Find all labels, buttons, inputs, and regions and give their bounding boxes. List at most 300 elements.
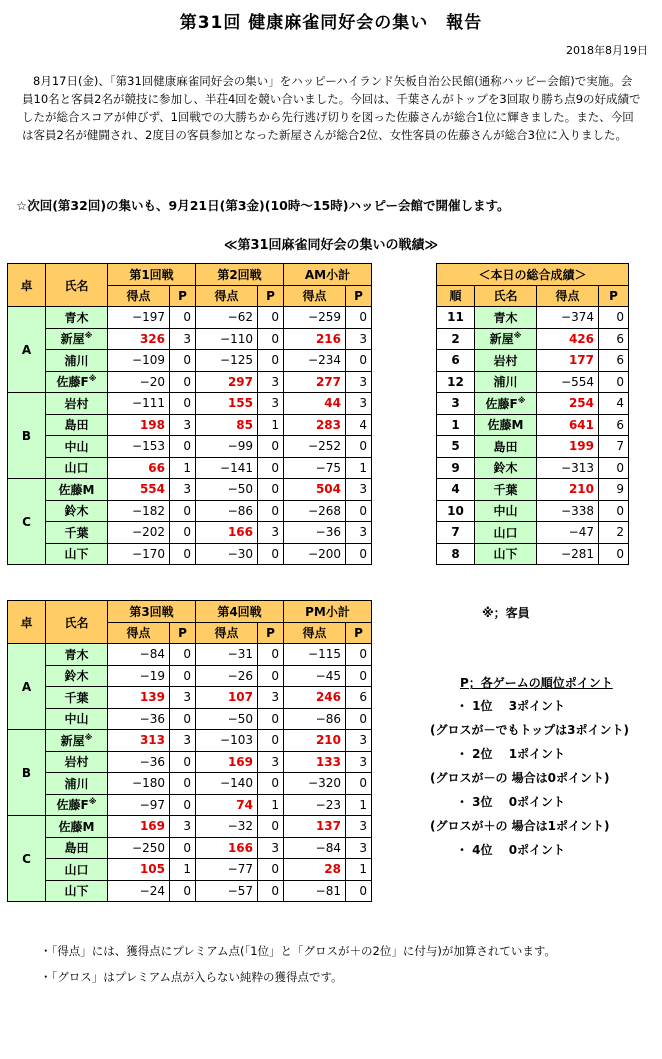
score-cell: 166 [196,837,258,859]
legend-item: ・ 4位 0ポイント [456,843,566,857]
table-row [8,543,372,565]
point-cell: 0 [599,307,629,329]
player-name: 鈴木 [46,500,108,522]
score-cell: −153 [108,436,170,458]
point-cell: 0 [258,644,284,666]
score-cell: −36 [108,708,170,730]
point-cell: 0 [346,665,372,687]
intro-text [22,72,642,144]
score-cell: −99 [196,436,258,458]
point-cell: 0 [170,307,196,329]
player-name: 青木 [475,307,537,329]
player-name: 岩村 [46,751,108,773]
table-row [437,350,629,372]
player-name: 浦川 [46,350,108,372]
point-cell: 3 [346,328,372,350]
score-cell: −50 [196,479,258,501]
score-cell: 210 [284,730,346,752]
col-p: P [170,622,196,644]
score-cell: −338 [537,500,599,522]
table-row [8,837,372,859]
point-cell: 0 [170,350,196,372]
report-date: 2018年8月19日 [566,44,648,57]
player-name: 佐藤M [46,479,108,501]
score-cell: −110 [196,328,258,350]
legend-item: (グロスが－でもトップは3ポイント) [430,723,629,737]
col-score: 得点 [537,285,599,307]
score-cell: 44 [284,393,346,415]
score-cell: 198 [108,414,170,436]
player-name: 鈴木 [475,457,537,479]
rank-cell: 5 [437,436,475,458]
next-meeting-notice: ☆次回(第32回)の集いも、9月21日(第3金)(10時～15時)ハッピー会館で開催します。 [16,198,510,213]
rank-cell: 7 [437,522,475,544]
table-row [437,414,629,436]
point-cell: 3 [346,837,372,859]
legend-title: P；各ゲームの順位ポイント [460,676,613,690]
player-name: 山下 [46,543,108,565]
table-row [8,665,372,687]
player-name: 鈴木 [46,665,108,687]
point-cell: 3 [258,837,284,859]
player-name: 中山 [475,500,537,522]
score-cell: 326 [108,328,170,350]
point-cell: 3 [170,479,196,501]
point-cell: 4 [346,414,372,436]
pm-results-table [7,600,372,902]
table-row [8,687,372,709]
point-cell: 6 [599,414,629,436]
score-cell: −24 [108,880,170,902]
table-row [8,644,372,666]
col-score: 得点 [108,285,170,307]
subheader-row [437,285,629,307]
player-name: 山口 [46,457,108,479]
guest-mark: ※ [88,797,97,807]
col-group-2: 第2回戦 [196,264,284,286]
player-name: 岩村 [46,393,108,415]
score-cell: 166 [196,522,258,544]
header-row [437,264,629,286]
point-cell: 0 [346,543,372,565]
rank-cell: 1 [437,414,475,436]
point-cell: 0 [258,816,284,838]
score-cell: −20 [108,371,170,393]
table-row [437,522,629,544]
point-cell: 0 [258,479,284,501]
score-cell: −554 [537,371,599,393]
point-cell: 0 [599,371,629,393]
point-cell: 0 [258,708,284,730]
point-cell: 0 [170,543,196,565]
player-name: 佐藤M [46,816,108,838]
point-cell: 0 [258,500,284,522]
guest-mark: ※ [84,732,93,742]
score-cell: −374 [537,307,599,329]
table-label: C [8,816,46,902]
header-row [8,264,372,286]
footnote-gross: ・「グロス」はプレミアム点が入らない純粋の獲得点です。 [40,970,343,984]
score-cell: −200 [284,543,346,565]
player-name: 佐藤F※ [46,794,108,816]
table-row [437,457,629,479]
score-cell: −86 [196,500,258,522]
footnotes [40,938,660,990]
point-cell: 3 [170,816,196,838]
point-cell: 0 [170,773,196,795]
point-cell: 0 [258,350,284,372]
point-cell: 1 [346,457,372,479]
score-cell: 85 [196,414,258,436]
point-cell: 6 [346,687,372,709]
score-cell: 28 [284,859,346,881]
col-p: P [346,622,372,644]
player-name: 浦川 [46,773,108,795]
player-name: 島田 [46,837,108,859]
rank-cell: 12 [437,371,475,393]
point-cell: 0 [170,708,196,730]
point-cell: 3 [346,479,372,501]
table-row [437,543,629,565]
table-label: C [8,479,46,565]
rank-cell: 10 [437,500,475,522]
score-cell: 313 [108,730,170,752]
col-score: 得点 [196,622,258,644]
point-cell: 0 [170,371,196,393]
point-cell: 3 [170,730,196,752]
point-cell: 0 [258,730,284,752]
rank-cell: 11 [437,307,475,329]
legend-item: ・ 2位 1ポイント [456,747,566,761]
point-cell: 0 [170,436,196,458]
point-cell: 0 [170,522,196,544]
col-score: 得点 [284,285,346,307]
player-name: 佐藤F※ [475,393,537,415]
col-score: 得点 [108,622,170,644]
point-cell: 3 [346,522,372,544]
point-cell: 1 [346,794,372,816]
score-cell: −47 [537,522,599,544]
table-row [437,307,629,329]
table-row [8,522,372,544]
col-p: P [258,285,284,307]
score-cell: −50 [196,708,258,730]
rank-cell: 8 [437,543,475,565]
point-cell: 3 [170,414,196,436]
point-cell: 0 [599,543,629,565]
rank-cell: 6 [437,350,475,372]
guest-mark: ※ [513,331,522,341]
table-row [8,730,372,752]
score-cell: 74 [196,794,258,816]
point-cell: 0 [346,307,372,329]
guest-mark: ※ [88,374,97,384]
guest-mark: ※ [517,395,526,405]
score-cell: −259 [284,307,346,329]
table-label: B [8,730,46,816]
score-cell: 169 [196,751,258,773]
player-name: 中山 [46,436,108,458]
table-row [8,307,372,329]
point-cell: 0 [258,307,284,329]
table-row [8,371,372,393]
score-cell: −86 [284,708,346,730]
col-score: 得点 [284,622,346,644]
point-cell: 0 [170,500,196,522]
player-name: 島田 [475,436,537,458]
player-name: 千葉 [475,479,537,501]
score-cell: −252 [284,436,346,458]
point-cell: 9 [599,479,629,501]
legend-item: ・ 1位 3ポイント [456,699,566,713]
table-row [8,794,372,816]
legend-item: (グロスが－の 場合は0ポイント) [430,771,610,785]
table-row [437,371,629,393]
table-row [8,328,372,350]
player-name: 山下 [46,880,108,902]
point-cell: 0 [599,457,629,479]
score-cell: 199 [537,436,599,458]
score-cell: −141 [196,457,258,479]
player-name: 山下 [475,543,537,565]
score-cell: 137 [284,816,346,838]
points-legend [430,674,660,865]
score-cell: 169 [108,816,170,838]
player-name: 山口 [475,522,537,544]
score-cell: −32 [196,816,258,838]
col-group-3: PM小計 [284,601,372,623]
player-name: 中山 [46,708,108,730]
point-cell: 0 [346,644,372,666]
col-name: 氏名 [475,285,537,307]
col-rank: 順 [437,285,475,307]
table-row [8,414,372,436]
score-cell: −97 [108,794,170,816]
col-table: 卓 [8,264,46,307]
point-cell: 0 [258,543,284,565]
table-row [8,751,372,773]
point-cell: 0 [258,880,284,902]
page-title: 第31回 健康麻雀同好会の集い 報告 [179,13,483,33]
table-row [8,880,372,902]
score-cell: −75 [284,457,346,479]
point-cell: 3 [258,687,284,709]
point-cell: 1 [258,794,284,816]
table-row [8,816,372,838]
score-cell: −84 [284,837,346,859]
score-cell: 139 [108,687,170,709]
point-cell: 0 [170,837,196,859]
score-cell: −182 [108,500,170,522]
score-cell: 66 [108,457,170,479]
score-cell: −26 [196,665,258,687]
score-cell: −268 [284,500,346,522]
point-cell: 6 [599,350,629,372]
point-cell: 0 [599,500,629,522]
score-cell: 107 [196,687,258,709]
score-cell: −170 [108,543,170,565]
col-p: P [346,285,372,307]
point-cell: 0 [170,665,196,687]
score-cell: 105 [108,859,170,881]
score-cell: −111 [108,393,170,415]
player-name: 新屋※ [46,730,108,752]
score-cell: −281 [537,543,599,565]
score-cell: 554 [108,479,170,501]
table-row [8,500,372,522]
score-cell: 277 [284,371,346,393]
player-name: 新屋※ [46,328,108,350]
point-cell: 0 [346,500,372,522]
point-cell: 0 [170,794,196,816]
point-cell: 3 [258,371,284,393]
point-cell: 0 [170,880,196,902]
rank-cell: 3 [437,393,475,415]
point-cell: 1 [170,457,196,479]
table-row [437,500,629,522]
score-cell: −180 [108,773,170,795]
point-cell: 3 [346,816,372,838]
point-cell: 0 [258,436,284,458]
table-label: A [8,307,46,393]
score-cell: 210 [537,479,599,501]
score-cell: −77 [196,859,258,881]
point-cell: 0 [170,751,196,773]
player-name: 佐藤M [475,414,537,436]
point-cell: 0 [346,773,372,795]
legend-items [430,697,660,865]
player-name: 浦川 [475,371,537,393]
col-table: 卓 [8,601,46,644]
score-cell: −36 [108,751,170,773]
guest-mark: ※ [84,331,93,341]
point-cell: 0 [346,708,372,730]
score-cell: −125 [196,350,258,372]
score-cell: 133 [284,751,346,773]
point-cell: 0 [346,880,372,902]
guest-note: ※；客員 [482,606,530,620]
point-cell: 3 [346,751,372,773]
table-row [8,479,372,501]
score-cell: −109 [108,350,170,372]
point-cell: 3 [346,393,372,415]
point-cell: 0 [258,328,284,350]
score-cell: −81 [284,880,346,902]
am-results-table [7,263,372,565]
header-row [8,601,372,623]
point-cell: 0 [258,665,284,687]
score-cell: −62 [196,307,258,329]
col-group-1: 第1回戦 [108,264,196,286]
table-row [8,393,372,415]
player-name: 千葉 [46,687,108,709]
score-cell: 504 [284,479,346,501]
score-cell: −103 [196,730,258,752]
score-cell: −19 [108,665,170,687]
score-cell: −250 [108,837,170,859]
score-cell: −320 [284,773,346,795]
point-cell: 1 [258,414,284,436]
score-cell: 297 [196,371,258,393]
table-row [437,436,629,458]
score-cell: −31 [196,644,258,666]
score-cell: 254 [537,393,599,415]
table-row [437,393,629,415]
legend-item: (グロスが＋の 場合は1ポイント) [430,819,610,833]
overall-title: ＜本日の総合成績＞ [437,264,629,286]
point-cell: 3 [170,328,196,350]
player-name: 青木 [46,644,108,666]
score-cell: −84 [108,644,170,666]
score-cell: −36 [284,522,346,544]
score-cell: −57 [196,880,258,902]
table-row [8,708,372,730]
col-score: 得点 [196,285,258,307]
score-cell: 216 [284,328,346,350]
score-cell: 246 [284,687,346,709]
score-cell: −115 [284,644,346,666]
score-cell: −234 [284,350,346,372]
rank-cell: 2 [437,328,475,350]
point-cell: 0 [170,644,196,666]
point-cell: 3 [258,751,284,773]
table-label: B [8,393,46,479]
player-name: 山口 [46,859,108,881]
footnote-score: ・「得点」には、獲得点にプレミアム点(「1位」と「グロスが＋の2位」に付与)が加算されています。 [40,944,556,958]
point-cell: 0 [258,773,284,795]
score-cell: 155 [196,393,258,415]
col-name: 氏名 [46,601,108,644]
point-cell: 2 [599,522,629,544]
score-cell: 283 [284,414,346,436]
col-p: P [170,285,196,307]
col-p: P [599,285,629,307]
score-cell: −45 [284,665,346,687]
point-cell: 6 [599,328,629,350]
results-subtitle: ≪第31回麻雀同好会の集いの戦績≫ [223,238,439,253]
player-name: 島田 [46,414,108,436]
rank-cell: 4 [437,479,475,501]
score-cell: 426 [537,328,599,350]
point-cell: 3 [258,393,284,415]
table-row [8,859,372,881]
point-cell: 7 [599,436,629,458]
score-cell: −23 [284,794,346,816]
table-row [437,479,629,501]
point-cell: 3 [258,522,284,544]
point-cell: 0 [258,859,284,881]
table-label: A [8,644,46,730]
player-name: 佐藤F※ [46,371,108,393]
overall-results-table [436,263,629,565]
player-name: 青木 [46,307,108,329]
score-cell: −197 [108,307,170,329]
col-group-1: 第3回戦 [108,601,196,623]
point-cell: 4 [599,393,629,415]
score-cell: 177 [537,350,599,372]
col-group-3: AM小計 [284,264,372,286]
point-cell: 3 [170,687,196,709]
rank-cell: 9 [437,457,475,479]
legend-item: ・ 3位 0ポイント [456,795,566,809]
table-row [8,436,372,458]
point-cell: 3 [346,371,372,393]
col-p: P [258,622,284,644]
table-row [437,328,629,350]
player-name: 岩村 [475,350,537,372]
player-name: 新屋※ [475,328,537,350]
player-name: 千葉 [46,522,108,544]
